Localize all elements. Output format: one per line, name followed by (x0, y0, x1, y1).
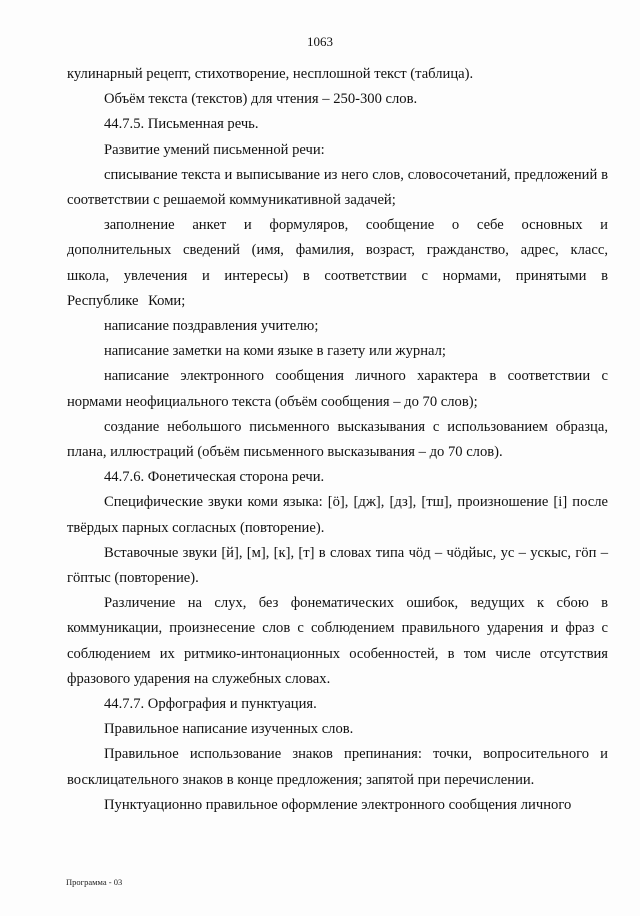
paragraph: списывание текста и выписывание из него слов, словосочетаний, предложений в соответствии с решаемой коммуникативной задачей; (67, 166, 608, 209)
paragraph: Правильное написание изученных слов. (104, 721, 354, 738)
paragraph: написание поздравления учителю; (104, 318, 319, 335)
section-heading: 44.7.7. Орфография и пунктуация. (104, 696, 317, 713)
paragraph: Специфические звуки коми языка: [ö], [дж], [дз], [тш], произношение [i] после твёрдых парных согласных (повторение). (67, 494, 608, 536)
paragraph: Развитие умений письменной речи: (104, 141, 325, 158)
paragraph: Объём текста (текстов) для чтения – 250-300 слов. (104, 91, 418, 108)
paragraph: создание небольшого письменного высказывания с использованием образца, плана, иллюстраций (объём письменного высказывания – до 70 слов). (67, 418, 608, 461)
document-body (67, 62, 608, 818)
page-footer: Программа - 03 (66, 877, 123, 887)
paragraph: Пунктуационно правильное оформление электронного сообщения личного (104, 796, 572, 813)
paragraph: Правильное использование знаков препинания: точки, вопросительного и восклицательного знаков в конце предложения; запятой при перечислении. (67, 746, 608, 788)
section-heading: 44.7.6. Фонетическая сторона речи. (104, 469, 325, 486)
paragraph: кулинарный рецепт, стихотворение, несплошной текст (таблица). (67, 66, 474, 82)
paragraph: написание заметки на коми языке в газету или журнал; (104, 343, 446, 360)
section-heading: 44.7.5. Письменная речь. (104, 116, 259, 133)
page-number: 1063 (307, 34, 333, 49)
paragraph: написание электронного сообщения личного характера в соответствии с нормами неофициального текста (объём сообщения – до 70 слов); (67, 368, 608, 410)
paragraph: заполнение анкет и формуляров, сообщение о себе основных и дополнительных сведений (имя, фамилия, возраст, гражданство, адрес, класс, школа, увлечения и интересы) в соответствии с нормами, принятыми в Республике Коми; (67, 217, 608, 309)
paragraph: Вставочные звуки [й], [м], [к], [т] в словах типа чöд – чöдйыс, ус – ускыс, гöп – гöптыс (повторение). (67, 544, 608, 587)
paragraph: Различение на слух, без фонематических ошибок, ведущих к сбою в коммуникации, произнесение слов с соблюдением правильного ударения и фраз с соблюдением их ритмико-интонационных особенностей, в том числе отсутствия фразового ударения на служебных словах. (67, 595, 608, 687)
